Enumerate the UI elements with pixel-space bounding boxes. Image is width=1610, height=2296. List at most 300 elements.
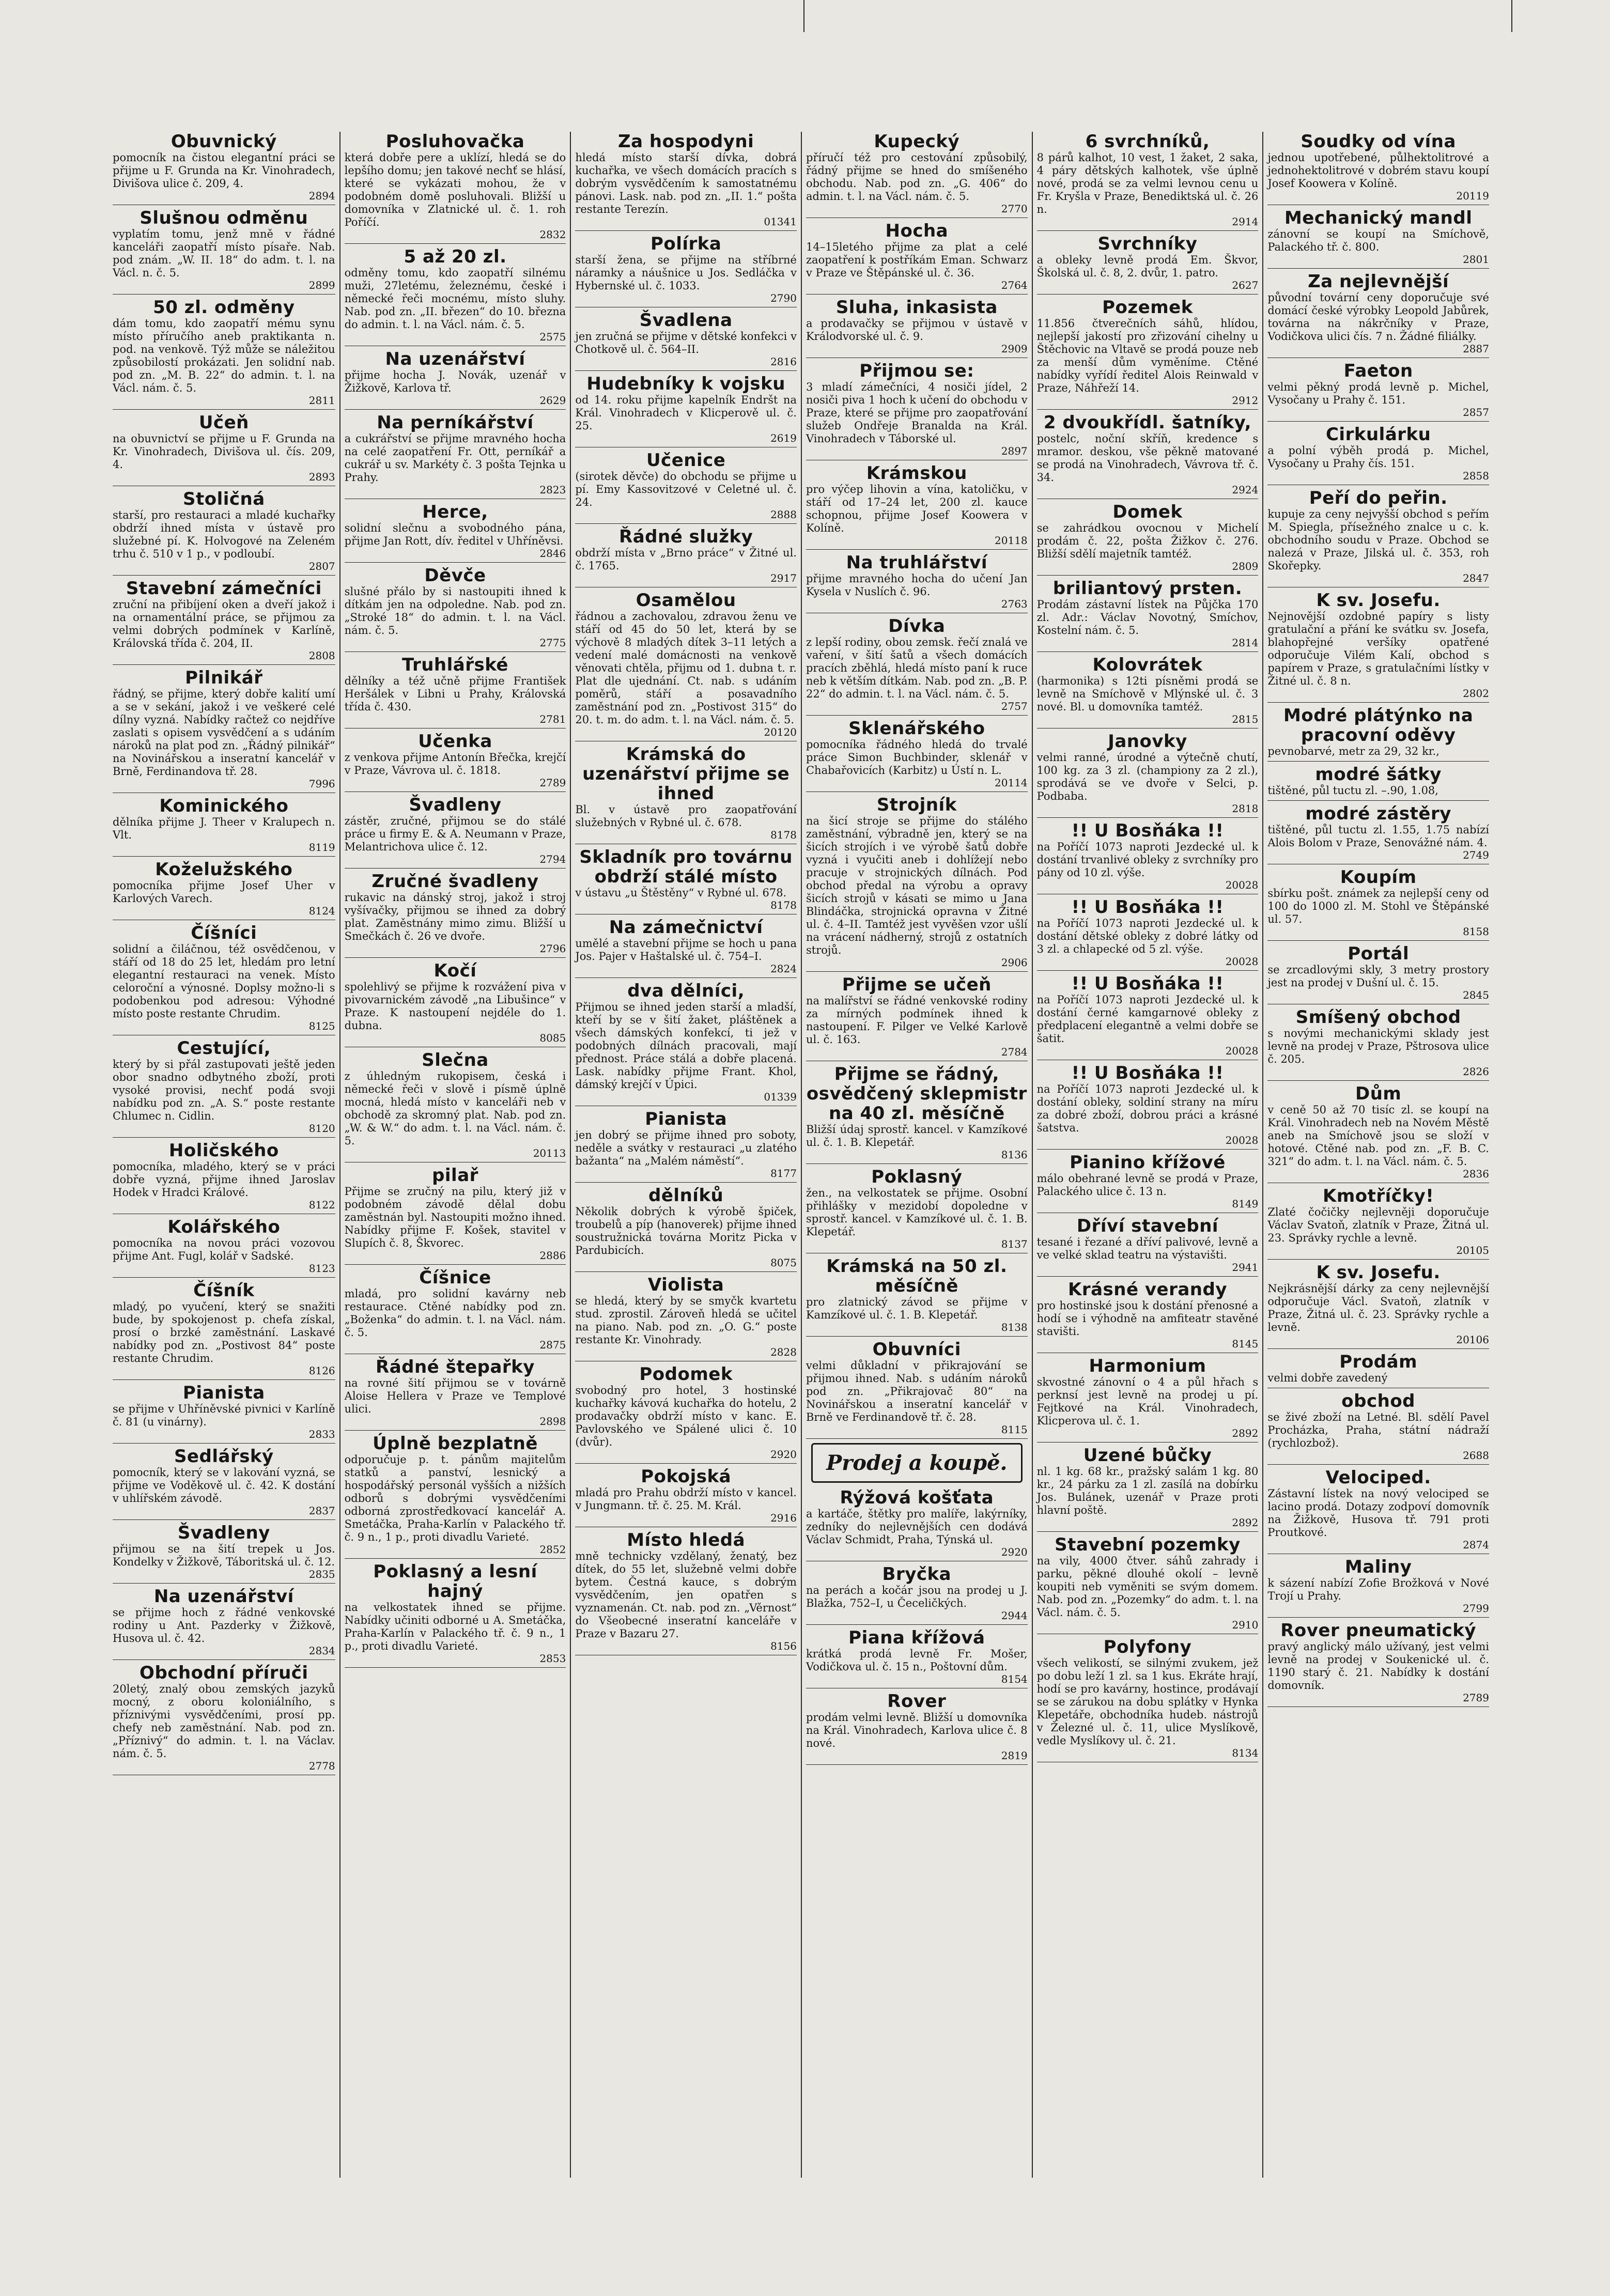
- ad-number: 2944: [1001, 1609, 1028, 1622]
- classified-ad: [113, 413, 335, 483]
- ad-heading: Na zámečnictví: [609, 917, 763, 938]
- ad-text: dělníka přijme J. Theer v Kralupech n. Vlt.: [113, 816, 335, 841]
- ad-text: na šicí stroje se přijme do stálého zaměstnání, výbradně jen, který se na šicích strojích i ve výrobě šatů dobře vyzná i vyučiti aneb i dohlížejí nebo pracuje v strojnických dílnách. Pod obchod předal na výrobu a opravy šicích strojů v kásati se mimo u Jana Blindáčka, strojnická opravna v Žitné ul. č. 4–II. Tamtéž jest vyvěšen vzor ušlí na vrácení nádherný, strojů z ostatních strojů.: [806, 815, 1028, 956]
- ad-heading: Janovky: [1108, 731, 1187, 752]
- ad-number: 2749: [1463, 849, 1489, 861]
- ad-number: 7996: [308, 778, 335, 790]
- classified-ad: [575, 918, 797, 974]
- ad-text: od 14. roku přijme kapelník Endršt na Král. Vinohradech v Klicperově ul. č. 25.: [575, 394, 797, 432]
- ad-text: Nejkrásnější dárky za ceny nejlevnější odporučuje Václ. Svatoň, zlatník v Praze, Žitná ul. č. 23. Správky rychle a levně.: [1267, 1282, 1489, 1333]
- classified-ad: [345, 566, 566, 648]
- classified-ad: [1037, 732, 1259, 814]
- ad-text: spolehlivý se přijme k rozvážení piva v pivovarnickém závodě „na Libušince“ v Praze. K nastoupení nejdéle do 1. dubna.: [344, 981, 566, 1032]
- ad-text: na malířství se řádné venkovské rodiny za mírných podmínek ihned k nastoupení. F. Pilger ve Velké Karlově ul. č. 163.: [806, 995, 1028, 1046]
- classified-ad: [113, 860, 335, 917]
- ad-number: 2789: [539, 777, 566, 789]
- ad-text: tištěné, půl tuctu zl. –.90, 1.08,: [1267, 784, 1438, 797]
- ad-text: umělé a stavební přijme se hoch u pana Jos. Pajer v Haštalské ul. č. 754–I.: [575, 937, 797, 963]
- ad-number: 2794: [539, 853, 566, 865]
- ad-text: (sirotek děvče) do obchodu se přijme u pí. Emy Kassovitzové v Celetné ul. č. 24.: [575, 470, 797, 508]
- classified-ad: [1267, 765, 1489, 797]
- ad-heading: Hocha: [885, 221, 949, 241]
- ad-divider: [1267, 761, 1489, 762]
- ad-divider: [806, 715, 1028, 716]
- ad-heading: Za nejlevnější: [1308, 271, 1449, 292]
- ad-heading: Stoličná: [182, 489, 265, 509]
- ad-number: 20105: [1456, 1244, 1489, 1256]
- ad-number: 2899: [308, 279, 335, 291]
- ad-number: 2835: [308, 1568, 335, 1580]
- ad-text: mladá, pro solidní kavárny neb restaurace. Ctěné nabídky pod zn. „Boženka“ do admin. t. l. na Václ. nám. č. 5.: [344, 1287, 566, 1339]
- ad-number: 8154: [1001, 1673, 1028, 1685]
- ad-number: 01341: [764, 215, 797, 228]
- ad-heading: Rover: [887, 1691, 947, 1712]
- ad-text: 8 párů kalhot, 10 vest, 1 žaket, 2 saka, 4 páry dětských kalhotek, vše úplně nové, prodá se za velmi levnou cenu u Fr. Kryšla v Praze, Benediktská ul. č. 26 n.: [1036, 151, 1259, 215]
- ad-divider: [345, 1264, 566, 1265]
- classified-ad: [345, 655, 566, 725]
- ad-text: sbírku pošt. známek za nejlepší ceny od 100 do 1000 zl. M. Stohl ve Štěpánské ul. 57.: [1267, 887, 1489, 925]
- ad-number: 2619: [770, 432, 797, 444]
- ad-text: Zástavní lístek na nový velociped se lacino prodá. Dotazy zodpoví domovník na Žižkově, Husova tř. 791 proti Proutkové.: [1267, 1487, 1489, 1539]
- ad-heading: Smíšený obchod: [1295, 1007, 1461, 1028]
- ad-text: Bližší údaj sprostř. kancel. v Kamzíkové ul. č. 1. B. Klepetář.: [806, 1123, 1028, 1149]
- ad-heading: !! U Bosňáka !!: [1071, 973, 1224, 994]
- ad-divider: [1267, 1259, 1489, 1260]
- section-heading: Prodej a koupě.: [811, 1443, 1023, 1483]
- ad-heading: briliantový prsten.: [1052, 578, 1243, 599]
- ad-text: nl. 1 kg. 68 kr., pražský salám 1 kg. 80 kr., 24 párku za 1 zl. zasílá na dobírku Jos. Bulánek, uzenář v Praze proti hlavní poště.: [1036, 1465, 1259, 1516]
- ad-number: 8123: [308, 1262, 335, 1275]
- ad-text: kupuje za ceny nejvyšší obchod s peřím M. Spiegla, přísežného znalce u c. k. obchodního soudu v Praze. Obchod se nalezá v Praze, Jilská ul. č. 353, roh Skořepky.: [1267, 508, 1489, 572]
- ad-divider: [806, 1624, 1028, 1625]
- ad-heading: Číšnice: [419, 1267, 491, 1288]
- ad-text: pomocníka na novou práci vozovou přijme Ant. Fugl, kolář v Sadské.: [113, 1237, 335, 1262]
- classified-ad: [575, 1109, 797, 1179]
- ad-divider: [113, 1379, 335, 1380]
- classified-ad: [575, 981, 797, 1103]
- ad-text: Prodám zástavní lístek na Půjčka 170 zl. Adr.: Václav Novotný, Smíchov, Kostelní nám. č. 5.: [1036, 598, 1259, 637]
- ad-heading: Na uzenářství: [385, 349, 525, 369]
- ad-divider: [113, 1277, 335, 1278]
- classified-ad: [1037, 1063, 1259, 1146]
- ad-number: 2857: [1463, 406, 1489, 418]
- ad-text: prodám velmi levně. Bližší u domovníka na Král. Vinohradech, Karlova ulice č. 8 nové.: [806, 1711, 1028, 1749]
- ad-number: 2893: [308, 471, 335, 483]
- ad-divider: [806, 971, 1028, 972]
- ad-heading: Uzené bůčky: [1083, 1445, 1212, 1466]
- ad-heading: Švadleny: [177, 1523, 270, 1543]
- ad-text: 11.856 čtverečních sáhů, hlídou, nejlepší jakostí pro zřizování cihelny u Štěchovic na Vltavě se prodá pouze neb za menší dům vyměníme. Ctěné nabídky vyřídí ředitel Alois Reinwald v Praze, Náhřeží 14.: [1036, 317, 1259, 394]
- classified-ad: [113, 489, 335, 572]
- ad-divider: [1267, 940, 1489, 941]
- classified-ad: [113, 1217, 335, 1274]
- ad-text: a cukrářství se přijme mravného hocha na celé zaopatření Fr. Ott, perníkář a cukrář u sv. Markéty č. 3 pošta Tejnka u Prahy.: [344, 432, 566, 484]
- classified-ad: [1267, 132, 1489, 201]
- ad-number: 2833: [308, 1428, 335, 1440]
- ad-text: 3 mladí zámečníci, 4 nosiči jídel, 2 nosiči piva 1 hoch k učení do obchodu v Praze, které se přijme pro zaopatřování služeb Ondřeje Branalda na Král. Vinohradech v Táborské ul.: [806, 381, 1028, 445]
- ad-divider: [1267, 1348, 1489, 1349]
- ad-number: 2790: [770, 292, 797, 304]
- ad-divider: [345, 243, 566, 244]
- ad-number: 2819: [1001, 1749, 1028, 1762]
- ad-heading: dělníků: [648, 1185, 724, 1206]
- ad-text: Zlaté čočičky nejlevněji doporučuje Václav Svatoň, zlatník v Praze, Žitná ul. 23. Správky rychle a levně.: [1267, 1206, 1489, 1244]
- classified-columns: [109, 132, 1493, 2178]
- ad-divider: [1037, 1531, 1259, 1532]
- ad-text: původní tovární ceny doporučuje své domácí české výrobky Leopold Jabůrek, továrna na nákrčníky v Praze, Vodičkova ulici čís. 7 n. Žádné filiálky.: [1267, 291, 1489, 343]
- ad-heading: Herce,: [422, 502, 488, 522]
- ad-heading: Pilnikář: [185, 668, 263, 688]
- ad-divider: [575, 230, 797, 231]
- ad-number: 2909: [1001, 343, 1028, 355]
- ad-heading: Rover pneumatický: [1280, 1620, 1477, 1641]
- classified-ad: [1267, 488, 1489, 584]
- ad-text: tištěné, půl tuctu zl. 1.55, 1.75 nabízí Alois Bolom v Praze, Senovážné nám. 4.: [1267, 824, 1489, 849]
- ad-text: přijme mravného hocha do učení Jan Kysela v Nuslích č. 96.: [806, 572, 1028, 598]
- ad-number: 20106: [1456, 1333, 1489, 1346]
- ad-text: k sázení nabízí Zofie Brožková v Nové Trojí u Prahy.: [1267, 1577, 1489, 1602]
- ad-number: 2809: [1232, 560, 1259, 572]
- classified-ad: [345, 349, 566, 406]
- ad-heading: K sv. Josefu.: [1316, 590, 1441, 611]
- ad-text: jen dobrý se přijme ihned pro soboty, neděle a svátky v restauraci „u zlatého bažanta“ na „Malém náměstí“.: [575, 1129, 797, 1167]
- classified-ad: [1037, 1280, 1259, 1349]
- classified-ad: [1037, 1446, 1259, 1528]
- ad-number: 2837: [308, 1504, 335, 1517]
- ad-divider: [575, 523, 797, 524]
- classified-ad: [113, 923, 335, 1032]
- ad-text: přijmou se na šití trepek u Jos. Kondelky v Žižkově, Táboritská ul. č. 12.: [113, 1543, 335, 1568]
- ad-heading: Polírka: [650, 234, 722, 254]
- ad-text: se přijme hoch z řádné venkovské rodiny u Ant. Pazderky v Žižkově, Husova ul. č. 42.: [113, 1606, 335, 1645]
- ad-divider: [806, 1336, 1028, 1337]
- ad-text: pomocníka, mladého, který se v práci dobře vyzná, přijme ihned Jaroslav Hodek v Hradci Králové.: [113, 1160, 335, 1199]
- ad-number: 8137: [1001, 1238, 1028, 1250]
- classified-ad: [113, 579, 335, 661]
- ad-heading: Řádné štepařky: [376, 1357, 535, 1377]
- ad-number: 8085: [539, 1032, 566, 1044]
- ad-heading: Řádné služky: [619, 526, 753, 547]
- classified-ad: [806, 795, 1028, 968]
- classified-ad: [113, 208, 335, 291]
- ad-text: svobodný pro hotel, 3 hostinské kuchařky kávová kuchařka do hotelu, 2 prodavačky obdrží místo v kanc. E. Pavlovského ve Spálené ulici č. 10 (dvůr).: [575, 1384, 797, 1448]
- ad-text: velmi důkladní v přikrajování se přijmou ihned. Nab. s udáním nároků pod zn. „Přikrajovač 80“ na Novinářskou a inseratní kancelář v Brně ve Ferdinandově tř. č. 28.: [806, 1359, 1028, 1423]
- ad-number: 2826: [1463, 1065, 1489, 1078]
- ad-heading: Učenka: [418, 731, 492, 752]
- ad-number: 2629: [539, 394, 566, 407]
- ad-number: 8156: [770, 1640, 797, 1652]
- classified-ad: [1037, 974, 1259, 1057]
- ad-number: 8178: [770, 899, 797, 911]
- ad-number: 2917: [770, 572, 797, 584]
- classified-ad: [345, 795, 566, 865]
- ad-number: 2910: [1232, 1619, 1259, 1631]
- ad-heading: !! U Bosňáka !!: [1071, 1063, 1224, 1083]
- classified-ad: [575, 1186, 797, 1268]
- classified-ad: [575, 234, 797, 304]
- classified-ad: [1267, 208, 1489, 265]
- classified-ad: [1037, 298, 1259, 406]
- classified-ad: [113, 1587, 335, 1656]
- ad-heading: Obuvnický: [171, 132, 277, 152]
- ad-number: 2832: [539, 228, 566, 241]
- ad-heading: !! U Bosňáka !!: [1071, 820, 1224, 841]
- ad-number: 2627: [1232, 279, 1259, 291]
- ad-text: z venkova přijme Antonín Břečka, krejčí v Praze, Vávrova ul. č. 1818.: [344, 751, 566, 777]
- classified-ad: [1267, 706, 1489, 758]
- ad-heading: Koželužského: [155, 859, 293, 880]
- ad-number: 2892: [1232, 1427, 1259, 1439]
- ad-number: 2892: [1232, 1516, 1259, 1529]
- ad-text: se hledá, který by se smyčk kvartetu stud. zprostil. Zároveň hledá se učitel na piano. Nab. pod zn. „O. G.“ poste restante Kr. Vinohrady.: [575, 1295, 797, 1346]
- ad-heading: Stavební pozemky: [1055, 1534, 1241, 1555]
- classified-ad: [1267, 425, 1489, 482]
- classified-ad: [345, 732, 566, 788]
- ad-number: 2916: [770, 1512, 797, 1524]
- ad-divider: [345, 1430, 566, 1431]
- ad-heading: Velociped.: [1325, 1467, 1431, 1488]
- classified-ad: [575, 451, 797, 520]
- ad-number: 2845: [1463, 989, 1489, 1001]
- ad-number: 2802: [1463, 687, 1489, 700]
- ad-divider: [575, 1463, 797, 1464]
- ad-number: 2887: [1463, 343, 1489, 355]
- ad-divider: [1037, 1276, 1259, 1277]
- ad-number: 8177: [770, 1167, 797, 1180]
- ad-heading: dva dělníci,: [627, 981, 745, 1001]
- classified-ad: [1267, 272, 1489, 354]
- ad-number: 2920: [1001, 1546, 1028, 1558]
- classified-ad: [1037, 579, 1259, 648]
- classified-ad: [806, 221, 1028, 291]
- ad-heading: Rýžová košťata: [840, 1487, 994, 1508]
- ad-heading: Dům: [1355, 1083, 1402, 1104]
- ad-heading: Koupím: [1340, 867, 1417, 888]
- ad-heading: Domek: [1112, 502, 1183, 522]
- ad-heading: Krásné verandy: [1067, 1279, 1228, 1300]
- ad-text: tesané i řezané a dříví palivové, levně a ve velké sklad teatru na výstavišti.: [1036, 1236, 1259, 1261]
- classified-ad: [1267, 944, 1489, 1001]
- ad-divider: [345, 562, 566, 563]
- ad-heading: Pianista: [182, 1383, 265, 1403]
- ad-number: 2784: [1001, 1046, 1028, 1058]
- ad-text: dám tomu, kdo zaopatří mému synu místo příručího aneb praktikanta n. pod. na venkově. Týž může se náležitou způsobilostí prokázati. Jen solidní nab. pod zn. „M. B. 22“ do admin. t. l. na Václ. nám. č. 5.: [113, 317, 335, 394]
- ad-heading: Slušnou odměnu: [140, 208, 308, 228]
- ad-heading: K sv. Josefu.: [1316, 1262, 1441, 1283]
- classified-ad: [575, 311, 797, 367]
- ad-heading: Stavební zámečníci: [126, 578, 322, 599]
- ad-number: 2816: [770, 355, 797, 368]
- ad-number: 2808: [308, 649, 335, 662]
- ad-heading: Cirkulárku: [1325, 424, 1431, 445]
- ad-number: 2912: [1232, 394, 1259, 407]
- classified-ad: [345, 1357, 566, 1427]
- ad-text: na rovné šití přijmou se v továrně Aloise Hellera v Praze ve Templové ulici.: [344, 1377, 566, 1415]
- ad-text: málo obehrané levně se prodá v Praze, Palackého ulice č. 13 n.: [1036, 1172, 1259, 1198]
- ad-heading: Místo hledá: [627, 1530, 746, 1550]
- classified-ad: [806, 553, 1028, 610]
- ad-divider: [113, 1583, 335, 1584]
- classified-ad: [345, 872, 566, 954]
- ad-divider: [1267, 268, 1489, 269]
- ad-divider: [113, 409, 335, 410]
- ad-number: 2886: [539, 1249, 566, 1262]
- ad-text: Přijmou se ihned jeden starší a mladší, kteří by se v šití žaket, pláštěnek a všech dámských konfekcí, ti jež v podobných dílnách pracovali, mají přednost. Práce stálá a dobře placená. Lask. nabídky přijme Frant. Khol, dámský krejčí v Úpici.: [575, 1001, 797, 1091]
- ad-number: 2875: [539, 1339, 566, 1351]
- ad-heading: Na perníkářství: [377, 412, 534, 433]
- ad-heading: Pianino křížové: [1070, 1152, 1226, 1173]
- ad-heading: Piana křížová: [848, 1627, 985, 1648]
- ad-number: 2858: [1463, 470, 1489, 482]
- ad-number: 2898: [539, 1415, 566, 1428]
- ad-text: mladá pro Prahu obdrží místo v kancel. v Jungmann. tř. č. 25. M. Král.: [575, 1486, 797, 1512]
- ad-heading: Maliny: [1344, 1557, 1412, 1577]
- ad-divider: [1037, 575, 1259, 576]
- ad-heading: Faeton: [1343, 361, 1413, 381]
- classified-ad: [1267, 1391, 1489, 1461]
- ad-heading: modré šátky: [1315, 764, 1442, 785]
- classified-ad: [806, 132, 1028, 214]
- classified-ad: [1037, 132, 1259, 227]
- ad-number: 2941: [1232, 1261, 1259, 1274]
- ad-divider: [1267, 421, 1489, 422]
- ad-heading: Prodám: [1339, 1352, 1418, 1372]
- ad-heading: Hudebníky k vojsku: [586, 374, 785, 394]
- ad-divider: [113, 1443, 335, 1444]
- ad-text: na velkostatek ihned se přijme. Nabídky učiniti odborné u A. Smetáčka, Praha-Karlín v Palackého tř. č. 9 n., 1 p., proti divadlu Varieté.: [344, 1601, 566, 1652]
- classified-ad: [575, 744, 797, 841]
- ad-heading: Číšníci: [191, 923, 257, 943]
- ad-divider: [575, 370, 797, 371]
- ad-text: jen zručná se přijme v dětské konfekci v Chotkově ul. č. 564–II.: [575, 330, 797, 355]
- ad-number: 20118: [995, 534, 1028, 547]
- ad-divider: [806, 1764, 1028, 1765]
- ad-divider: [806, 549, 1028, 550]
- classified-ad: [1267, 1621, 1489, 1703]
- ad-text: pomocník, který se v lakování vyzná, se přijme ve Voděkově ul. č. 42. K dostání v uhlířském závodě.: [113, 1466, 335, 1504]
- classified-ad: [1267, 867, 1489, 937]
- ad-heading: Kolářského: [167, 1217, 281, 1237]
- ad-text: který by si přál zastupovati ještě jeden obor snadno odbytného zboží, proti vysoké provisi, nechť podá svoji nabídku pod zn. „A. S.“ poste restante Chlumec n. Cidlin.: [113, 1058, 335, 1122]
- ad-heading: Violista: [647, 1275, 724, 1295]
- ad-divider: [345, 1558, 566, 1559]
- ad-number: 2775: [539, 637, 566, 649]
- ad-heading: Švadleny: [409, 795, 502, 815]
- ad-number: 2688: [1463, 1449, 1489, 1462]
- ad-heading: obchod: [1341, 1391, 1416, 1411]
- ad-heading: pilař: [432, 1165, 478, 1186]
- ad-number: 20120: [764, 726, 797, 738]
- ad-text: krátká prodá levně Fr. Mošer, Vodičkova ul. č. 15 n., Poštovní dům.: [806, 1648, 1028, 1673]
- page-fold-line: [803, 0, 804, 32]
- ad-text: pomocníka řádného hledá do trvalé práce Simon Buchbinder, sklenář v Chabařovicích (Karbitz) u Ústí n. L.: [806, 738, 1028, 777]
- ad-number: 2807: [308, 560, 335, 572]
- ad-text: vyplatím tomu, jenž mně v řádné kanceláři zaopatří místo písaře. Nab. pod znám. „W. II. 18“ do adm. t. l. na Václ. n. č. 5.: [113, 228, 335, 279]
- ad-text: odměny tomu, kdo zaopatří silnému muži, 27letému, železnému, české i německé řeči mocnému, místo sluhy. Nab. pod zn. „II. březen“ do 10. března do admin. t. l. na Václ. nám. č. 5.: [344, 267, 566, 331]
- ad-heading: Krámská na 50 zl. měsíčně: [826, 1256, 1008, 1296]
- ad-divider: [575, 1182, 797, 1183]
- ad-text: pomocníka přijme Josef Uher v Karlových Varech.: [113, 879, 335, 905]
- classified-ad: [1267, 1263, 1489, 1345]
- classified-ad: [575, 1467, 797, 1524]
- ad-heading: Kolovrátek: [1092, 655, 1203, 675]
- ad-number: 8126: [308, 1364, 335, 1377]
- ad-text: 20letý, znalý obou zemských jazyků mocný, z oboru koloniálního, s příznivými vysvědčeními, prosí pp. chefy neb zaměstnání. Nab. pod zn. „Příznivý“ do admin. t. l. na Václav. nám. č. 5.: [113, 1683, 335, 1760]
- ad-heading: Učeň: [198, 412, 249, 433]
- ad-number: 8120: [308, 1122, 335, 1135]
- classified-ad: [113, 1281, 335, 1376]
- ad-text: z lepší rodiny, obou zemsk. řečí znalá ve vaření, v šití šatů a všech domácích pracích zběhlá, hledá místo paní k ruce neb k větším dítkám. Nab. pod zn. „B. P. 22“ do admin. t. l. na Václ. nám. č. 5.: [806, 636, 1028, 700]
- ad-number: 2770: [1001, 203, 1028, 215]
- ad-heading: Osamělou: [636, 590, 736, 611]
- ad-text: v ústavu „u Štěstěny“ v Rybné ul. 678.: [575, 887, 787, 899]
- ad-text: v ceně 50 až 70 tisíc zl. se koupí na Král. Vinohradech neb na Novém Městě aneb na Smíchově jsou se složí v hotové. Ctěné nab. pod zn. „F. B. C. 321“ do adm. t. l. na Václ. nám. č. 5.: [1267, 1104, 1489, 1168]
- ad-number: 2811: [308, 394, 335, 407]
- ad-heading: Krámská do uzenářství přijme se ihned: [582, 744, 790, 804]
- ad-heading: Pianista: [645, 1109, 727, 1129]
- ad-text: řádný, se přijme, který dobře kalití umí a se v sekání, jakož i ve veškeré celé dílny vyzná. Nabídky račtež co nejdříve zaslati s opisem vysvědčení a s udáním nároků na plat pod zn. „Řádný pilnikář“ na Novinářskou a inseratní kancelář v Brně, Ferdinandova tř. 28.: [113, 688, 335, 778]
- classified-ad: [806, 616, 1028, 712]
- ad-heading: Skladník pro továrnu obdrží stálé místo: [579, 847, 793, 887]
- classified-ad: [806, 1167, 1028, 1250]
- ad-heading: Kominického: [159, 796, 289, 816]
- ad-number: 2801: [1463, 253, 1489, 266]
- ad-text: hledá místo starší dívka, dobrá kuchařka, ve všech domácích pracích s dobrým vysvědčením k samostatnému pánovi. Lask. nab. pod zn. „II. 1.“ pošta restante Terezín.: [575, 151, 797, 215]
- ad-text: skvostné zánovní o 4 a půl hřach s perknsí jest levně na prodej u pí. Fejtkové na Král. Vinohradech, Klicperova ul. č. 1.: [1036, 1376, 1259, 1427]
- ad-heading: Číšník: [193, 1280, 255, 1301]
- ad-heading: Soudky od vína: [1301, 132, 1456, 152]
- ad-text: starší žena, se přijme na stříbrné náramky a náušnice u Jos. Sedláčka v Hybernské ul. č. 1033.: [575, 254, 797, 292]
- ad-divider: [1037, 817, 1259, 818]
- ad-text: a kartáče, štětky pro malíře, lakýrníky, zedníky do nejlevnějších cen dodává Václav Schmidt, Praha, Týnská ul.: [806, 1508, 1028, 1546]
- ad-divider: [113, 664, 335, 665]
- ad-text: jednou upotřebené, půlhektolitrové a jednohektolitrové v dobrém stavu koupí Josef Koowera v Kolíně.: [1267, 151, 1489, 190]
- classified-ad: [113, 1038, 335, 1134]
- ad-text: pevnobarvé, metr za 29, 32 kr.,: [1267, 745, 1439, 757]
- ad-heading: 2 dvoukřídl. šatníky,: [1043, 412, 1252, 433]
- classified-ad: [806, 1256, 1028, 1333]
- classified-ad: [345, 961, 566, 1044]
- ad-text: se zrcadlovými skly, 3 metry prostory jest na prodej v Dušní ul. č. 15.: [1267, 964, 1489, 989]
- ad-text: se zahrádkou ovocnou v Michelí prodám č. 22, pošta Žižkov č. 276. Bližší sdělí majetník tamtéž.: [1036, 522, 1259, 560]
- ad-heading: Sluha, inkasista: [835, 297, 998, 318]
- classified-ad: [806, 975, 1028, 1058]
- ad-number: 2818: [1232, 802, 1259, 815]
- ad-text: mladý, po vyučení, který se snažiti bude, by spokojenost p. chefa získal, prosí o brzké zaměstnání. Laskavé nabídky pod zn. „Postivost 84“ poste restante Chrudim.: [113, 1300, 335, 1364]
- ad-heading: Pokojská: [641, 1466, 732, 1487]
- ad-heading: Podomek: [639, 1364, 733, 1385]
- ad-number: 8115: [1001, 1423, 1028, 1436]
- ad-text: Bl. v ústavě pro zaopatřování služebných v Rybné ul. č. 678.: [575, 803, 797, 829]
- ad-number: 20028: [1225, 955, 1259, 968]
- ad-text: 14–15letého přijme za plat a celé zaopatření k postříkám Eman. Schwarz v Praze ve Štěpánské ul. č. 36.: [806, 241, 1028, 279]
- ad-text: se přijme v Uhříněvské pivnici v Karlíně č. 81 (u vinárny).: [113, 1403, 335, 1428]
- ad-heading: Děvče: [424, 565, 486, 586]
- ad-divider: [1037, 651, 1259, 652]
- ad-heading: Portál: [1348, 943, 1410, 964]
- ad-number: 8178: [770, 829, 797, 841]
- ad-heading: Dříví stavební: [1076, 1216, 1219, 1236]
- ad-number: 2815: [1232, 713, 1259, 725]
- ad-text: obdrží místa v „Brno práce“ v Žitné ul. č. 1765.: [575, 547, 797, 572]
- ad-text: rukavic na dánský stroj, jakož i stroj vyšívačky, přijmou se ihned za dobrý plat. Zaměstnány mimo zimu. Bližší u Smečkách č. 26 ve dvoře.: [344, 891, 566, 942]
- classified-ad: [1037, 821, 1259, 891]
- classified-ad: [1037, 1216, 1259, 1273]
- ad-number: 2897: [1001, 445, 1028, 457]
- ad-heading: Dívka: [888, 616, 946, 637]
- classified-ad: [575, 591, 797, 738]
- classified-ad: [575, 374, 797, 444]
